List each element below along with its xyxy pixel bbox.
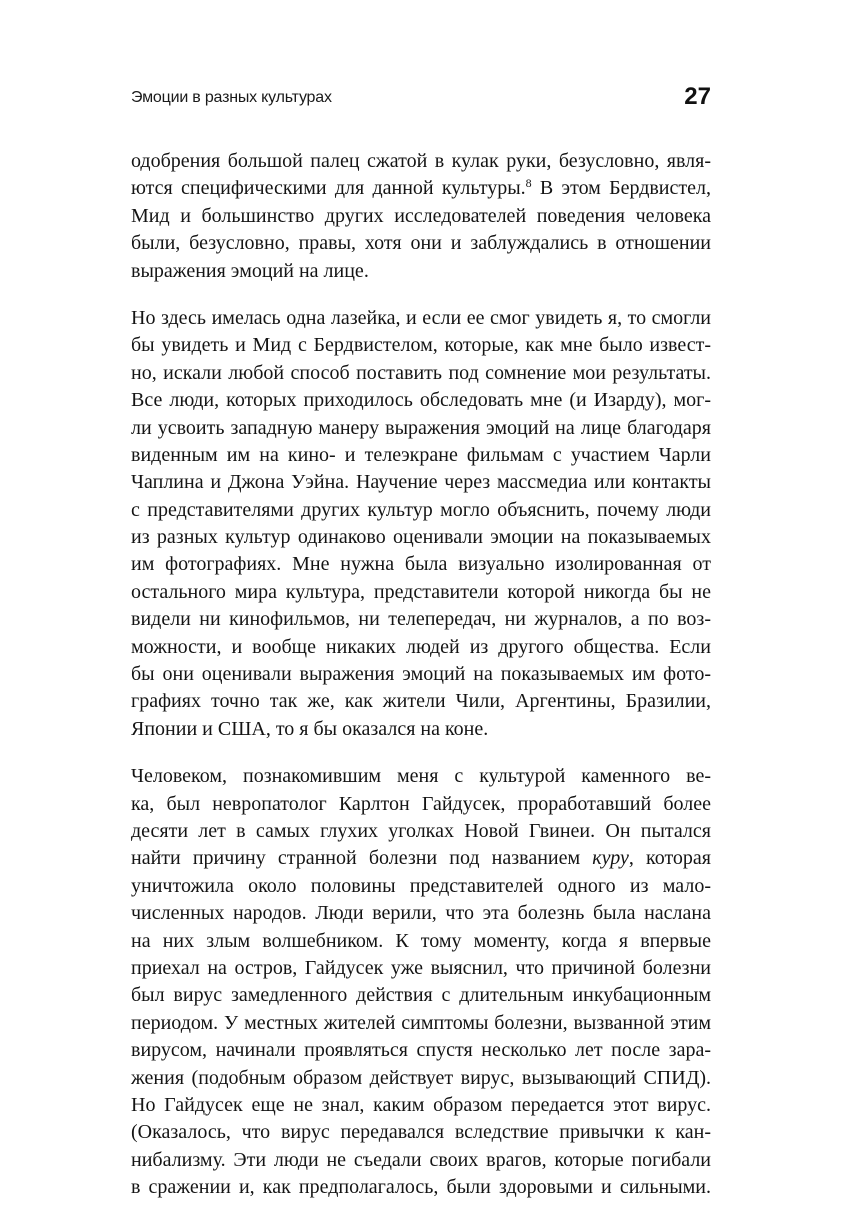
text-line: ли усвоить западную манеру выражения эмоций на лице благодаря bbox=[131, 416, 711, 439]
text-line: периодом. У местных жителей симптомы болезни, вызванной этим bbox=[131, 1011, 711, 1034]
text-line: графиях точно так же, как жители Чили, Аргентины, Бразилии, bbox=[131, 690, 711, 713]
page-number: 27 bbox=[684, 83, 711, 110]
text-line: жения (подобным образом действует вирус, вызывающий СПИД). bbox=[131, 1066, 711, 1089]
text-line: на них злым волшебником. К тому моменту, когда я впервые bbox=[131, 929, 711, 952]
page-header bbox=[131, 83, 711, 115]
text-line: Человеком, познакомившим меня с культурой каменного ве- bbox=[131, 765, 711, 788]
paragraph-3 bbox=[131, 763, 711, 1201]
text-line-continuation: В этом Бердвистел, bbox=[531, 177, 711, 200]
text-line: бы они оценивали выражения эмоций на показываемых им фото- bbox=[131, 663, 711, 686]
text-line: Чаплина и Джона Уэйна. Научение через массмедиа или контакты bbox=[131, 471, 711, 494]
text-line: Но здесь имелась одна лазейка, и если ее смог увидеть я, то смогли bbox=[131, 306, 711, 329]
text-line: Все люди, которых приходилось обследовать мне (и Изарду), мог- bbox=[131, 389, 711, 412]
text-line: (Оказалось, что вирус передавался вследствие привычки к кан- bbox=[131, 1121, 711, 1144]
text-line: десяти лет в самых глухих уголках Новой Гвинеи. Он пытался bbox=[131, 819, 711, 842]
paragraph-2 bbox=[131, 305, 711, 743]
text-line: Японии и США, то я бы оказался на коне. bbox=[131, 717, 489, 740]
text-line: одобрения большой палец сжатой в кулак руки, безусловно, явля- bbox=[131, 150, 711, 172]
text-line: был вирус замедленного действия с длительным инкубационным bbox=[131, 984, 711, 1007]
body-text bbox=[131, 148, 711, 1221]
text-line: вирусом, начинали проявляться спустя несколько лет после зара- bbox=[131, 1039, 711, 1062]
text-line: им фотографиях. Мне нужна была визуально изолированная от bbox=[131, 553, 711, 576]
text-line-with-footnote bbox=[131, 175, 711, 202]
text-line: но, искали любой способ поставить под сомнение мои результаты. bbox=[131, 361, 711, 384]
text-line: уничтожила около половины представителей одного из мало- bbox=[131, 874, 711, 897]
footnote-reference[interactable]: 8 bbox=[525, 176, 532, 191]
text-line: были, безусловно, правы, хотя они и заблуждались в отношении bbox=[131, 232, 711, 255]
text-line: численных народов. Люди верили, что эта болезнь была наслана bbox=[131, 902, 711, 925]
italic-term: куру bbox=[592, 847, 629, 870]
text-line: выражения эмоций на лице. bbox=[131, 259, 369, 282]
text-line: в сражении и, как предполагалось, были здоровыми и сильными. bbox=[131, 1176, 711, 1199]
text-line: ка, был невропатолог Карлтон Гайдусек, проработавший более bbox=[131, 792, 711, 815]
running-head: Эмоции в разных культурах bbox=[131, 89, 332, 106]
text-line: Но Гайдусек еще не знал, каким образом передается этот вирус. bbox=[131, 1093, 711, 1116]
paragraph-1 bbox=[131, 148, 711, 285]
text-line-continuation: , которая bbox=[628, 847, 712, 870]
text-line: бы увидеть и Мид с Бердвистелом, которые, как мне было извест- bbox=[131, 334, 711, 357]
text-line: видели ни кинофильмов, ни телепередач, ни журналов, а по воз- bbox=[131, 608, 711, 631]
text-line: из разных культур одинаково оценивали эмоции на показываемых bbox=[131, 526, 711, 549]
text-line: Мид и большинство других исследователей поведения человека bbox=[131, 204, 711, 227]
text-line: с представителями других культур могло объяснить, почему люди bbox=[131, 498, 711, 521]
text-line: можности, и вообще никаких людей из другого общества. Если bbox=[131, 635, 711, 658]
text-line-with-italic bbox=[131, 845, 711, 872]
text-line: ются специфическими для данной культуры. bbox=[131, 177, 526, 200]
text-line: найти причину странной болезни под названием bbox=[131, 847, 593, 870]
text-line: приехал на остров, Гайдусек уже выяснил, что причиной болезни bbox=[131, 956, 711, 979]
text-line: нибализму. Эти люди не съедали своих врагов, которые погибали bbox=[131, 1148, 711, 1171]
text-line: остального мира культура, представители которой никогда бы не bbox=[131, 580, 711, 603]
text-line: виденным им на кино- и телеэкране фильмам с участием Чарли bbox=[131, 443, 711, 466]
